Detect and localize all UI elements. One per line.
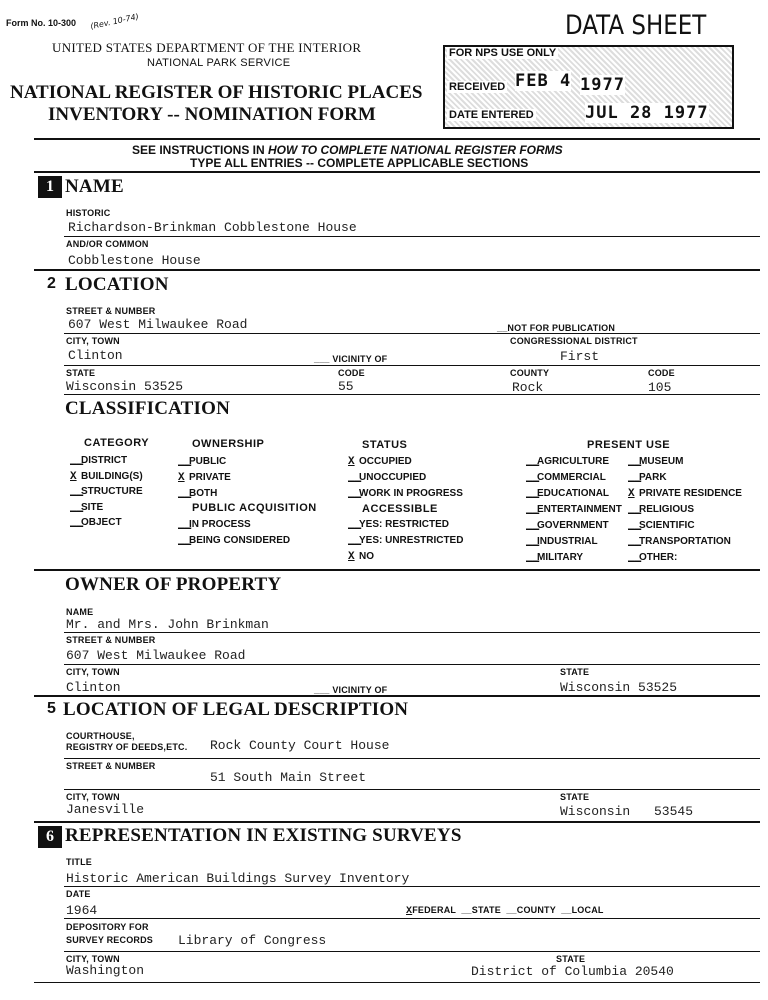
present-use-header: PRESENT USE xyxy=(587,439,671,451)
congressional-district[interactable]: First xyxy=(560,349,600,364)
checkbox-yes-unrestricted[interactable] xyxy=(348,535,463,551)
checkbox-label: PRIVATE RESIDENCE xyxy=(639,488,742,499)
section-name-heading: NAME xyxy=(65,176,124,197)
survey-city-label: CITY, TOWN xyxy=(66,954,120,964)
received-year: 1977 xyxy=(580,75,625,95)
checkbox-mark: __ xyxy=(526,488,540,500)
checkbox-label: WORK IN PROGRESS xyxy=(359,488,463,499)
checkbox-label: INDUSTRIAL xyxy=(537,536,598,547)
checkbox-mark: __ xyxy=(70,455,84,467)
depository-label-2: SURVEY RECORDS xyxy=(66,935,153,945)
legal-state-label: STATE xyxy=(560,792,590,802)
county[interactable]: Rock xyxy=(512,380,544,395)
county-code-label: CODE xyxy=(648,368,675,378)
checkbox-mark: __ xyxy=(348,519,362,531)
owner-state-label: STATE xyxy=(560,667,590,677)
location-street-label: STREET & NUMBER xyxy=(66,306,156,316)
checkbox-entertainment[interactable] xyxy=(526,504,622,520)
checkbox-mark: __ xyxy=(628,520,642,532)
checkbox-label: BUILDING(S) xyxy=(81,470,143,482)
survey-date[interactable]: 1964 xyxy=(66,903,98,918)
checkbox-mark: __ xyxy=(178,488,192,500)
checkbox-private[interactable] xyxy=(178,472,231,488)
owner-name[interactable]: Mr. and Mrs. John Brinkman xyxy=(66,617,269,632)
checkbox-label: BOTH xyxy=(189,488,218,499)
depository[interactable]: Library of Congress xyxy=(178,933,327,948)
state-code-label: CODE xyxy=(338,368,365,378)
checkbox-government[interactable] xyxy=(526,520,622,536)
checkbox-label: RELIGIOUS xyxy=(639,504,695,515)
owner-city[interactable]: Clinton xyxy=(66,680,121,695)
survey-state[interactable]: District of Columbia 20540 xyxy=(471,964,674,979)
historic-name[interactable]: Richardson-Brinkman Cobblestone House xyxy=(68,220,357,235)
checkbox-military[interactable] xyxy=(526,552,622,568)
checkbox-label: ENTERTAINMENT xyxy=(537,504,622,515)
owner-state[interactable]: Wisconsin 53525 xyxy=(560,680,678,695)
date-entered-label: DATE ENTERED xyxy=(449,109,534,121)
legal-street-label: STREET & NUMBER xyxy=(66,761,156,771)
ownership-header: OWNERSHIP xyxy=(192,438,265,450)
checkbox-mark: X xyxy=(178,472,185,484)
courthouse-label-1: COURTHOUSE, xyxy=(66,731,135,741)
status-header: STATUS xyxy=(362,439,408,451)
checkbox-label: BEING CONSIDERED xyxy=(189,535,291,546)
section-surveys-heading: REPRESENTATION IN EXISTING SURVEYS xyxy=(65,825,462,846)
nps-box-header: FOR NPS USE ONLY xyxy=(449,47,557,59)
checkbox-label: NO xyxy=(359,551,374,562)
section-classification-heading: CLASSIFICATION xyxy=(65,398,231,419)
checkbox-mark: X xyxy=(348,456,355,468)
checkbox-commercial[interactable] xyxy=(526,472,622,488)
received-label: RECEIVED xyxy=(449,81,506,93)
checkbox-unoccupied[interactable] xyxy=(348,472,463,488)
form-number: Form No. 10-300 xyxy=(6,18,77,28)
checkbox-in-process[interactable] xyxy=(178,519,290,535)
common-label: AND/OR COMMON xyxy=(66,239,149,249)
legal-city-label: CITY, TOWN xyxy=(66,792,120,802)
section-6-number: 6 xyxy=(38,826,62,848)
checkbox-mark: X xyxy=(348,551,355,563)
checkbox-mark: X xyxy=(70,470,77,483)
checkbox-agriculture[interactable] xyxy=(526,456,622,472)
department-name: UNITED STATES DEPARTMENT OF THE INTERIOR xyxy=(52,40,362,55)
checkbox-label: PRIVATE xyxy=(189,472,231,483)
checkbox-other[interactable] xyxy=(628,552,742,568)
checkbox-private-residence[interactable] xyxy=(628,488,742,504)
checkbox-mark: __ xyxy=(628,456,642,468)
checkbox-mark: __ xyxy=(628,552,642,564)
accessible-list xyxy=(348,519,463,567)
survey-date-label: DATE xyxy=(66,889,91,899)
checkbox-transportation[interactable] xyxy=(628,536,742,552)
checkbox-label: IN PROCESS xyxy=(189,519,251,530)
checkbox-mark: __ xyxy=(526,552,540,564)
data-sheet-stamp: DATA SHEET xyxy=(565,10,707,41)
checkbox-public[interactable] xyxy=(178,456,231,472)
checkbox-mark: __ xyxy=(178,535,192,547)
checkbox-district[interactable] xyxy=(70,455,143,471)
checkbox-mark: __ xyxy=(526,520,540,532)
checkbox-industrial[interactable] xyxy=(526,536,622,552)
checkbox-label: OTHER: xyxy=(639,552,678,563)
checkbox-label: SCIENTIFIC xyxy=(639,520,695,531)
congressional-district-label: CONGRESSIONAL DISTRICT xyxy=(510,336,638,346)
checkbox-label: COMMERCIAL xyxy=(537,472,606,483)
acquisition-list xyxy=(178,519,290,551)
section-5-marker: 5 xyxy=(47,700,56,717)
owner-city-label: CITY, TOWN xyxy=(66,667,120,677)
county-label: COUNTY xyxy=(510,368,550,378)
checkbox-label: TRANSPORTATION xyxy=(639,536,731,547)
checkbox-mark: X xyxy=(628,488,635,500)
checkbox-being-considered[interactable] xyxy=(178,535,290,551)
checkbox-mark: __ xyxy=(526,504,540,516)
checkbox-label: YES: RESTRICTED xyxy=(359,519,450,530)
section-1-number: 1 xyxy=(38,176,62,198)
checkbox-mark: __ xyxy=(70,486,84,498)
checkbox-label: OCCUPIED xyxy=(359,456,412,467)
checkbox-label: PARK xyxy=(639,472,667,483)
checkbox-label: OBJECT xyxy=(81,517,122,528)
courthouse-label-2: REGISTRY OF DEEDS,ETC. xyxy=(66,742,188,752)
survey-title-label: TITLE xyxy=(66,857,92,867)
survey-level[interactable]: XFEDERAL __STATE __COUNTY __LOCAL xyxy=(406,905,604,917)
present-use-list-2 xyxy=(628,456,742,568)
checkbox-label: AGRICULTURE xyxy=(537,456,610,467)
category-header: CATEGORY xyxy=(84,437,150,449)
courthouse[interactable]: Rock County Court House xyxy=(210,738,390,753)
survey-city[interactable]: Washington xyxy=(66,963,145,978)
checkbox-label: YES: UNRESTRICTED xyxy=(359,535,464,546)
survey-title[interactable]: Historic American Buildings Survey Inventory xyxy=(66,871,410,886)
present-use-list-1 xyxy=(526,456,622,568)
checkbox-no[interactable] xyxy=(348,551,463,567)
form-title-line2: INVENTORY -- NOMINATION FORM xyxy=(48,104,376,125)
status-list xyxy=(348,456,463,504)
owner-vicinity[interactable]: ___ VICINITY OF xyxy=(314,685,388,695)
checkbox-mark: __ xyxy=(178,456,192,468)
depository-label-1: DEPOSITORY FOR xyxy=(66,922,149,932)
section-2-marker: 2 xyxy=(47,275,56,292)
service-name: NATIONAL PARK SERVICE xyxy=(147,57,291,69)
owner-name-label: NAME xyxy=(66,607,94,617)
legal-state[interactable]: Wisconsin xyxy=(560,804,631,819)
location-city-label: CITY, TOWN xyxy=(66,336,120,346)
category-list xyxy=(70,455,143,533)
instructions-line2: TYPE ALL ENTRIES -- COMPLETE APPLICABLE SECTIONS xyxy=(190,156,529,170)
checkbox-mark: __ xyxy=(526,456,540,468)
checkbox-mark: __ xyxy=(526,472,540,484)
instructions-line1: SEE INSTRUCTIONS IN HOW TO COMPLETE NATIONAL REGISTER FORMS xyxy=(132,143,563,157)
checkbox-label: SITE xyxy=(81,501,104,513)
checkbox-label: PUBLIC xyxy=(189,456,227,467)
checkbox-label: DISTRICT xyxy=(81,455,128,466)
checkbox-yes-restricted[interactable] xyxy=(348,519,463,535)
checkbox-mark: __ xyxy=(628,536,642,548)
checkbox-label: MILITARY xyxy=(537,552,584,563)
location-city[interactable]: Clinton xyxy=(68,348,123,363)
checkbox-site[interactable] xyxy=(70,502,143,518)
location-state-label: STATE xyxy=(66,368,96,378)
survey-state-label: STATE xyxy=(556,954,586,964)
checkbox-mark: __ xyxy=(628,504,642,516)
section-owner-heading: OWNER OF PROPERTY xyxy=(65,574,282,595)
checkbox-mark: __ xyxy=(70,517,84,529)
checkbox-mark: __ xyxy=(348,472,362,484)
section-location-heading: LOCATION xyxy=(65,274,169,295)
legal-city[interactable]: Janesville xyxy=(66,802,145,817)
location-vicinity[interactable]: ___ VICINITY OF xyxy=(314,354,388,364)
checkbox-label: STRUCTURE xyxy=(81,486,143,497)
checkbox-mark: __ xyxy=(628,472,642,484)
checkbox-label: GOVERNMENT xyxy=(537,520,609,531)
checkbox-religious[interactable] xyxy=(628,504,742,520)
checkbox-object[interactable] xyxy=(70,517,143,533)
county-code[interactable]: 105 xyxy=(648,380,672,395)
historic-label: HISTORIC xyxy=(66,208,111,218)
checkbox-mark: __ xyxy=(348,488,362,500)
common-name[interactable]: Cobblestone House xyxy=(68,253,201,268)
checkbox-park[interactable] xyxy=(628,472,742,488)
form-revision: (Rev. 10-74) xyxy=(89,11,140,32)
checkbox-label: UNOCCUPIED xyxy=(359,472,427,483)
not-for-publication[interactable]: __NOT FOR PUBLICATION xyxy=(497,323,616,333)
checkbox-structure[interactable] xyxy=(70,486,143,502)
location-state[interactable]: Wisconsin 53525 xyxy=(66,379,184,394)
checkbox-occupied[interactable] xyxy=(348,456,463,472)
date-entered: JUL 28 1977 xyxy=(585,103,709,123)
form-title-line1: NATIONAL REGISTER OF HISTORIC PLACES xyxy=(10,82,423,103)
checkbox-mark: __ xyxy=(178,519,192,531)
state-code[interactable]: 55 xyxy=(338,379,354,394)
checkbox-museum[interactable] xyxy=(628,456,742,472)
legal-street[interactable]: 51 South Main Street xyxy=(210,770,367,785)
checkbox-educational[interactable] xyxy=(526,488,622,504)
checkbox-label: EDUCATIONAL xyxy=(537,488,610,499)
legal-zip[interactable]: 53545 xyxy=(654,804,694,819)
ownership-list xyxy=(178,456,231,504)
owner-street-label: STREET & NUMBER xyxy=(66,635,156,645)
checkbox-label: MUSEUM xyxy=(639,456,684,467)
checkbox-building-s[interactable] xyxy=(70,471,143,487)
accessible-header: ACCESSIBLE xyxy=(362,503,438,515)
checkbox-mark: __ xyxy=(70,501,84,514)
checkbox-mark: __ xyxy=(526,536,540,548)
section-legal-heading: LOCATION OF LEGAL DESCRIPTION xyxy=(63,699,409,720)
acquisition-header: PUBLIC ACQUISITION xyxy=(192,502,317,514)
location-street[interactable]: 607 West Milwaukee Road xyxy=(68,317,248,332)
nps-use-box xyxy=(443,45,734,129)
checkbox-mark: __ xyxy=(348,535,362,547)
owner-street[interactable]: 607 West Milwaukee Road xyxy=(66,648,246,663)
checkbox-work-in-progress[interactable] xyxy=(348,488,463,504)
checkbox-scientific[interactable] xyxy=(628,520,742,536)
received-date: FEB 4 xyxy=(515,71,572,91)
